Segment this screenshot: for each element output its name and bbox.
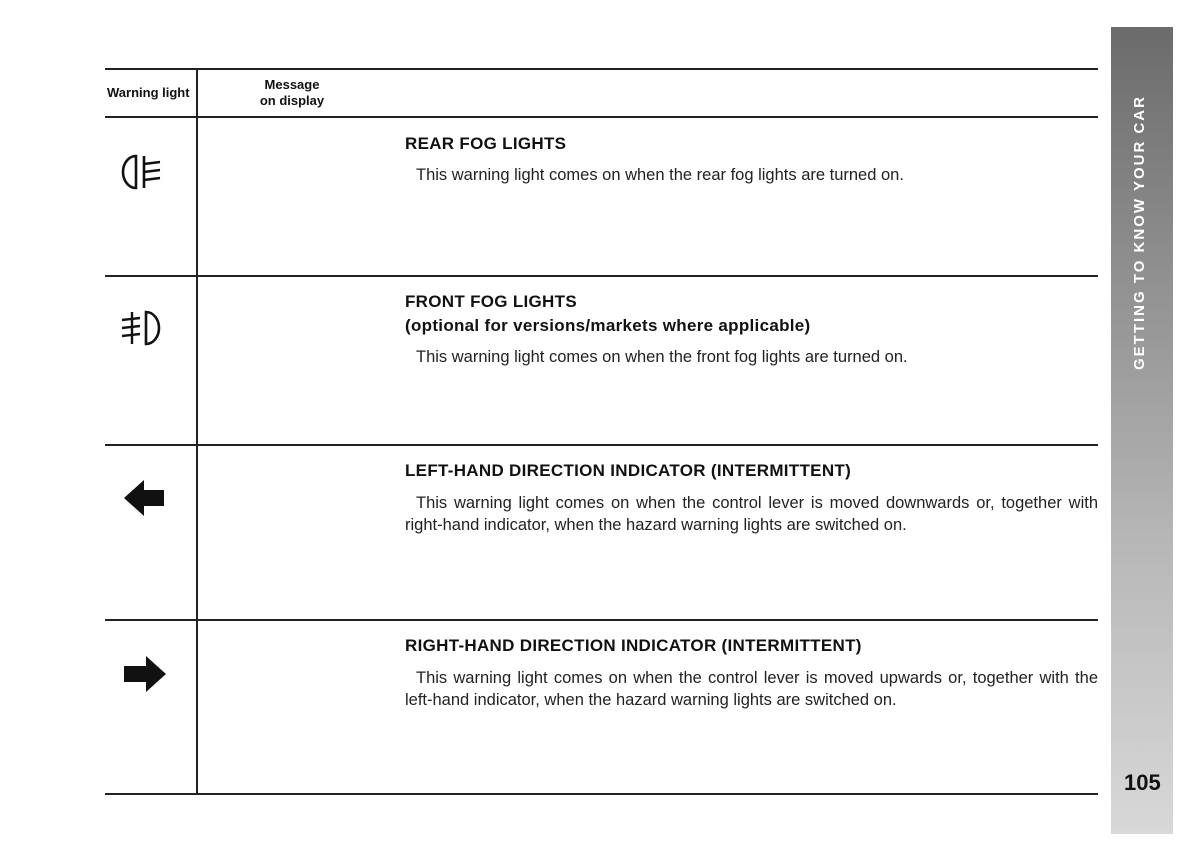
header-message-line1: Message bbox=[264, 77, 320, 92]
front-fog-light-icon bbox=[120, 308, 170, 348]
header-message-line2: on display bbox=[259, 93, 325, 108]
row-subtitle: (optional for versions/markets where applicable) bbox=[405, 316, 811, 335]
right-arrow-icon bbox=[120, 654, 170, 694]
section-title: GETTING TO KNOW YOUR CAR bbox=[1131, 95, 1148, 370]
page-number: 105 bbox=[1124, 770, 1161, 795]
header-message-on-display bbox=[240, 77, 344, 109]
row-description: This warning light comes on when the control lever is moved downwards or, together with right-hand indicator, when the hazard warning lights are switched on. bbox=[405, 494, 1098, 534]
rear-fog-light-icon bbox=[120, 152, 170, 192]
header-bottom-rule bbox=[105, 116, 1098, 118]
row-description: This warning light comes on when the control lever is moved upwards or, together with the left-hand indicator, when the hazard warning lights are switched on. bbox=[405, 669, 1098, 709]
row-description: This warning light comes on when the front fog lights are turned on. bbox=[416, 348, 908, 366]
column-divider bbox=[196, 68, 198, 795]
row-divider bbox=[105, 444, 1098, 446]
left-arrow-icon bbox=[120, 478, 170, 518]
row-title: FRONT FOG LIGHTS bbox=[405, 292, 577, 311]
row-title: RIGHT-HAND DIRECTION INDICATOR (INTERMITTENT) bbox=[405, 636, 862, 655]
row-divider bbox=[105, 619, 1098, 621]
row-divider bbox=[105, 275, 1098, 277]
row-description: This warning light comes on when the rear fog lights are turned on. bbox=[416, 166, 904, 184]
row-title: REAR FOG LIGHTS bbox=[405, 134, 567, 153]
header-warning-light: Warning light bbox=[107, 85, 190, 100]
row-title: LEFT-HAND DIRECTION INDICATOR (INTERMITTENT) bbox=[405, 461, 852, 480]
table-bottom-rule bbox=[105, 793, 1098, 795]
table-top-rule bbox=[105, 68, 1098, 70]
